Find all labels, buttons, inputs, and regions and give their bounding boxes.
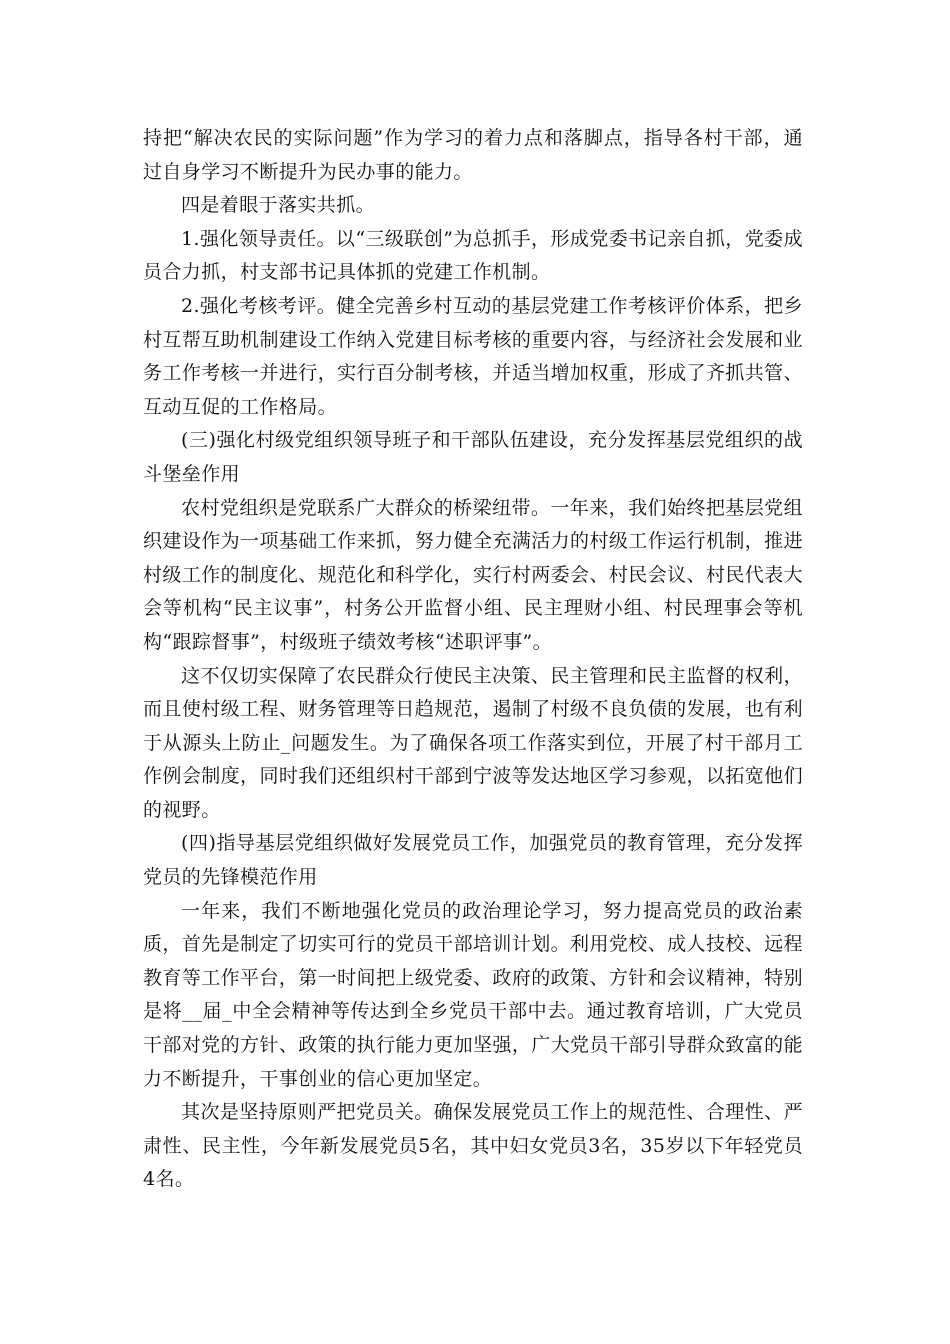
paragraph-item-2: 2.强化考核考评。健全完善乡村互动的基层党建工作考核评价体系，把乡村互帮互助机制建设工作纳入党建目标考核的重要内容，与经济社会发展和业务工作考核一并进行，实行百分制考核，并适当增加权重，形成了齐抓共管、互动互促的工作格局。 [143,294,803,418]
paragraph-point-four: 四是着眼于落实共抓。 [181,194,376,217]
paragraph-continuation: 持把“解决农民的实际问题”作为学习的着力点和落脚点，指导各村干部，通过自身学习不断提升为民办事的能力。 [143,127,803,183]
section-heading-4: (四)指导基层党组织做好发展党员工作，加强党员的教育管理，充分发挥党员的先锋模范作用 [143,832,803,889]
paragraph-body: 农村党组织是党联系广大群众的桥梁纽带。一年来，我们始终把基层党组织建设作为一项基础工作来抓，努力健全充满活力的村级工作运行机制，推进村级工作的制度化、规范化和科学化，实行村两委会、村民会议、村民代表大会等机构“民主议事”，村务公开监督小组、民主理财小组、村民理事会等机构“跟踪督事”，村级班子绩效考核“述职评事”。 [143,496,803,653]
document-page [143,122,803,1197]
paragraph-body: 一年来，我们不断地强化党员的政治理论学习，努力提高党员的政治素质，首先是制定了切实可行的党员干部培训计划。利用党校、成人技校、远程教育等工作平台，第一时间把上级党委、政府的政策、方针和会议精神，特别是将__届_中全会精神等传达到全乡党员干部中去。通过教育培训，广大党员干部对党的方针、政策的执行能力更加坚强，广大党员干部引导群众致富的能力不断提升，干事创业的信心更加坚定。 [143,899,803,1090]
section-heading-3: (三)强化村级党组织领导班子和干部队伍建设，充分发挥基层党组织的战斗堡垒作用 [143,429,803,485]
paragraph-body: 这不仅切实保障了农民群众行使民主决策、民主管理和民主监督的权利，而且使村级工程、财务管理等日趋规范，遏制了村级不良负债的发展，也有利于从源头上防止_问题发生。为了确保各项工作落实到位，开展了村干部月工作例会制度，同时我们还组织村干部到宁波等发达地区学习参观，以拓宽他们的视野。 [143,664,803,821]
paragraph-body: 其次是坚持原则严把党员关。确保发展党员工作上的规范性、合理性、严肃性、民主性，今年新发展党员5名，其中妇女党员3名，35岁以下年轻党员4名。 [143,1101,803,1191]
paragraph-item-1: 1.强化领导责任。以“三级联创”为总抓手，形成党委书记亲自抓，党委成员合力抓，村支部书记具体抓的党建工作机制。 [143,227,803,284]
